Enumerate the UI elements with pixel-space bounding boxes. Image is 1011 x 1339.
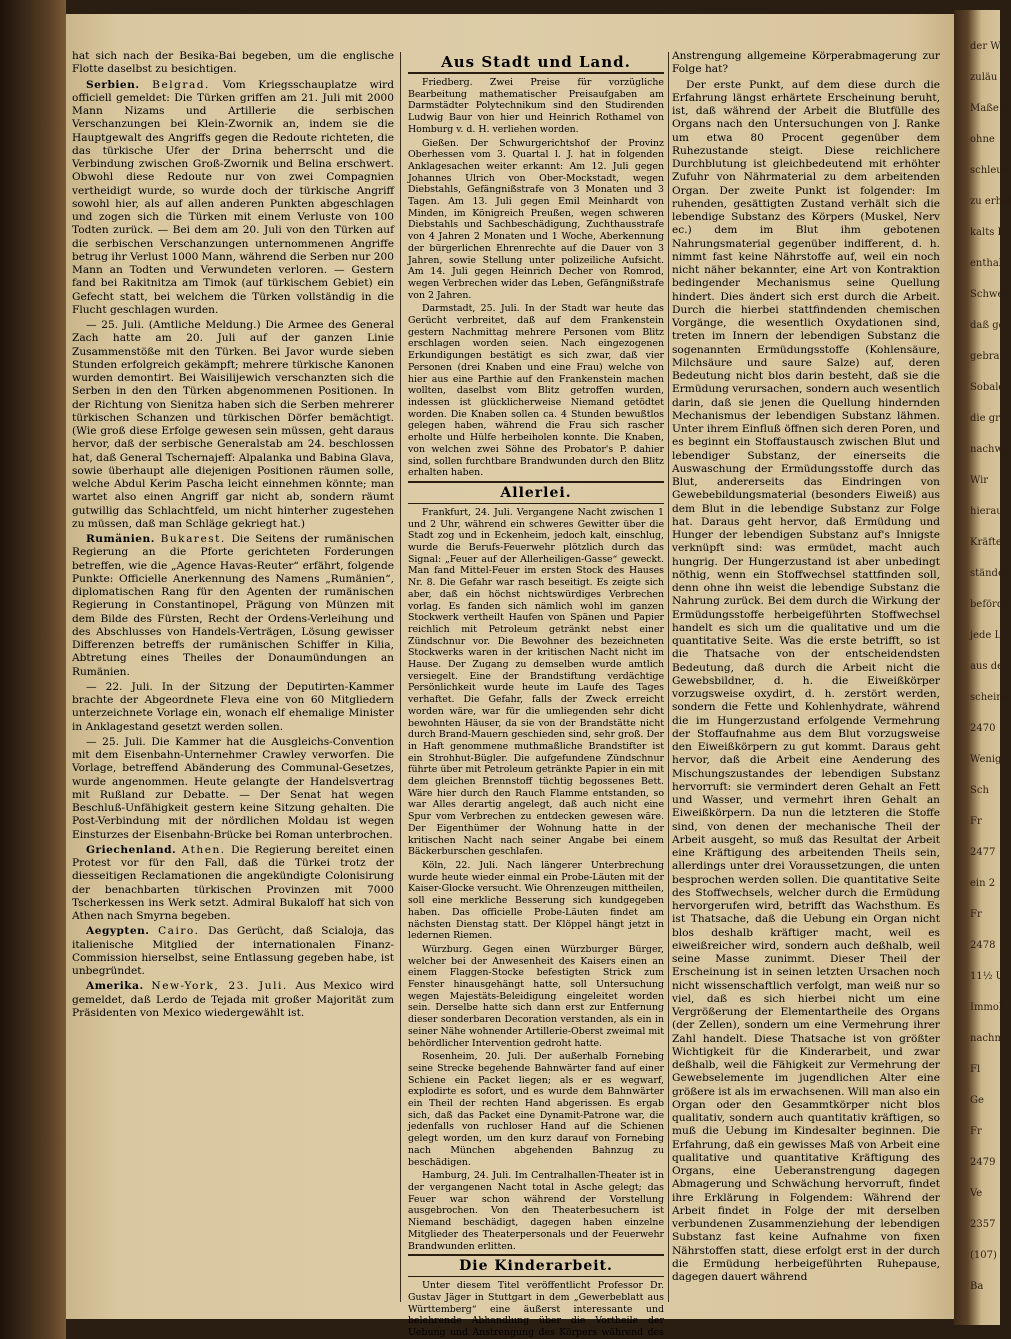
edge-fragment: Fr <box>970 909 982 920</box>
edge-fragment: 2357 <box>970 1219 996 1230</box>
paragraph: Darmstadt, 25. Juli. In der Stadt war heute das Gerücht verbreitet, daß auf dem Frankenstein gestern Nachmittag mehrere Personen vom Blitz erschlagen worden seien. Nach eingezogenen Erkundigungen bestätigt es sich zwar, daß vier Personen (drei Knaben und eine Frau) welche von hier aus eine Parthie auf den Frankenstein machen wollten, daselbst vom Blitz getroffen wurden, indessen ist glücklicherweise Niemand getödtet worden. Die Knaben sollen ca. 4 Stunden bewußtlos gelegen haben, während die Frau sich rascher erholte und Hülfe herbeiholen konnte. Die Knaben, von welchen zwei Söhne des Probator's P. dahier sind, sollen furchtbare Brandwunden durch den Blitz erhalten haben. <box>408 303 664 479</box>
edge-fragment: Sobald <box>970 382 1005 393</box>
paragraph: Anstrengung allgemeine Körperabmagerung zur Folge hat? <box>672 50 940 76</box>
paragraph: — 25. Juli. (Amtliche Meldung.) Die Armee des General Zach hatte am 20. Juli auf der ganzen Linie Zusammenstöße mit den Türken. Bei Javor wurde sieben Stunden erfolgreich gekämpft; mehrere türkische Kanonen wurden demontirt. Bei Waisilijewich verschanzten sich die Serben in den den Türken abgenommenen Positionen. In der Richtung von Sienitza haben sich die Serben mehrerer türkischen Schanzen und türkischen Dörfer bemächtigt. (Wie groß diese Erfolge gewesen sein müssen, geht daraus hervor, daß der serbische Generalstab am 24. beschlossen hat, daß General Tschernajeff: Alpalanka und Babina Glava, sowie überhaupt alle diejenigen Positionen räumen solle, welche Abdul Kerim Pascha leicht einnehmen könnte; man wartet also einen Angriff gar nicht ab, sondern räumt gutwillig das Schlachtfeld, um nicht hinterher zugestehen zu müssen, daß man Schläge gekriegt hat.) <box>72 319 394 530</box>
dateline: Bukarest. <box>160 533 226 545</box>
text: Aus Mexico wird gemeldet, daß Lerdo de Tejada mit großer Majorität zum Präsidenten von Mexico wiedergewählt ist. <box>72 980 395 1019</box>
edge-fragment: daß ge <box>970 320 1005 331</box>
text: Die Regierung bereitet einen Protest vor für den Fall, daß die Türkei trotz der diesseitigen Reclamationen die angekündigte Colonisirung der benachbarten türkischen Provinzen mit 7000 Tscherkessen ins Werk setzt. Admiral Bukaloff hat sich von Athen nach Smyrna begeben. <box>72 843 394 922</box>
edge-fragment: ohne <box>970 134 995 145</box>
section-heading: Die Kinderarbeit. <box>408 1254 664 1277</box>
paragraph <box>72 980 394 1020</box>
edge-fragment: nachwe <box>970 444 1009 455</box>
dateline: New-York, 23. Juli. <box>151 980 288 993</box>
edge-fragment: zuläu <box>970 72 998 83</box>
facing-page-edge <box>954 10 1011 1325</box>
edge-fragment: schleun <box>970 165 1010 176</box>
paragraph: Unter diesem Titel veröffentlicht Professor Dr. Gustav Jäger in Stuttgart in dem „Gewerbeblatt aus Württemberg“ eine äußerst interessante und belehrende Abhandlung über die Vortheile der Uebung und Anstrengung des Körpers während des <box>408 1280 664 1339</box>
paragraph: hat sich nach der Besika-Bai begeben, um die englische Flotte daselbst zu besichtigen. <box>72 50 394 76</box>
edge-fragment: Fr <box>970 816 982 827</box>
paragraph <box>72 533 394 679</box>
edge-fragment: zu erhal <box>970 196 1011 207</box>
paragraph: Friedberg. Zwei Preise für vorzügliche Bearbeitung mathematischer Preisaufgaben am Darmstädter Polytechnikum sind den Studirenden Ludwig Baur von hier und Heinrich Rothamel von Homburg v. d. H. verliehen worden. <box>408 77 664 135</box>
section-label: Griechenland. <box>86 843 177 856</box>
edge-fragment: Ve <box>970 1188 983 1199</box>
section-heading: Aus Stadt und Land. <box>408 52 664 74</box>
paragraph: Gießen. Der Schwurgerichtshof der Provinz Oberhessen vom 3. Quartal l. J. hat in folgenden Anklagesachen weiter erkannt: Am 12. Juli gegen Johannes Ulrich von Ober-Mockstadt, wegen Diebstahls, Gefängnißstrafe von 3 Monaten und 3 Tagen. Am 13. Juli gegen Emil Meinhardt von Minden, im Königreich Preußen, wegen schweren Diebstahls und Sachbeschädigung, Zuchthausstrafe von 4 Jahren 2 Monaten und 1 Woche, Aberkennung der bürgerlichen Ehrenrechte auf die Dauer von 3 Jahren, sowie Stellung unter polizeiliche Aufsicht. Am 14. Juli gegen Heinrich Decher von Romrod, wegen Verbrechen wider das Leben, Gefängnißstrafe von 2 Jahren. <box>408 137 664 301</box>
edge-fragment: jede L <box>970 630 1002 641</box>
edge-fragment: enthalt <box>970 258 1006 269</box>
edge-fragment: Wenig <box>970 754 1002 765</box>
paragraph <box>72 79 394 318</box>
text: Vom Kriegsschauplatze wird officiell gemeldet: Die Türken griffen am 21. Juli mit 2000 Mann Nizams und Artillerie die serbischen Verschanzungen bei Klein-Zwornik an, indem sie die Hauptgewalt des Angriffs gegen die Redoute richteten, die das türkische Ufer der Drina beherrscht und die Verbindung zwischen Groß-Zwornik und Belina erschwert. Obwohl diese Redoute nur von zwei Compagnien vertheidigt wurde, so wurde doch der türkische Angriff sowohl hier, als auf allen anderen Punkten abgeschlagen und zogen sich die Türken mit einem Verluste von 100 Todten zurück. — Bei dem am 20. Juli von den Türken auf die serbischen Verschanzungen unternommenen Angriffe betrug ihr Verlust 1000 Mann, während die Serben nur 200 Mann an Todten und Verwundeten verloren. — Gestern fand bei Rakitnitza am Timok (auf türkischem Gebiet) ein Gefecht statt, bei welchem die Türken vollständig in die Flucht geschlagen wurden. <box>72 78 394 316</box>
paragraph: — 22. Juli. In der Sitzung der Deputirten-Kammer brachte der Abgeordnete Fleva eine von 60 Mitgliedern unterzeichnete Vorlage ein, wonach elf ehemalige Minister in Anklagestand gesetzt werden sollen. <box>72 680 394 733</box>
column-local <box>408 50 664 1339</box>
edge-fragment: der W <box>970 41 1001 52</box>
paragraph <box>72 925 394 978</box>
column-rule <box>668 52 669 1302</box>
edge-fragment: gebrau <box>970 351 1006 362</box>
edge-fragment: aus de <box>970 661 1004 672</box>
section-label: Amerika. <box>86 980 144 993</box>
edge-fragment: beförde <box>970 599 1010 610</box>
column-article <box>672 50 940 1300</box>
book-binding <box>0 0 66 1339</box>
section-label: Rumänien. <box>86 533 155 545</box>
edge-fragment: Kräfte <box>970 537 1002 548</box>
dateline: Belgrad. <box>152 78 210 91</box>
paragraph: Rosenheim, 20. Juli. Der außerhalb Fornebing seine Strecke begehende Bahnwärter fand auf einer Schiene ein Packet liegen; als er es wegwarf, explodirte es sofort, und es wurde dem Bahnwärter ein Theil der rechten Hand abgerissen. Es ergab sich, daß das Packet eine Dynamit-Patrone war, die jedenfalls von ruchloser Hand auf die Schienen gelegt worden, um den kurz darauf von Fornebing nach München abgehenden Bahnzug zu beschädigen. <box>408 1051 664 1168</box>
text: Das Gerücht, daß Scialoja, das italienische Mitglied der internationalen Finanz-Commission hierselbst, seine Entlassung gegeben habe, ist unbegründet. <box>72 925 394 977</box>
edge-fragment: 2479 <box>970 1157 996 1168</box>
edge-fragment: 2477 <box>970 847 996 858</box>
dateline: Athen. <box>181 843 226 856</box>
paragraph <box>72 844 394 924</box>
dateline: Cairo. <box>158 925 200 938</box>
edge-fragment: Immob <box>970 1002 1006 1013</box>
edge-fragment: Wir <box>970 475 989 486</box>
edge-fragment: Schwef <box>970 289 1008 300</box>
paragraph: Hamburg, 24. Juli. Im Centralhallen-Theater ist in der vergangenen Nacht total in Asche gelegt; das Feuer war schon während der Vorstellung ausgebrochen. Von den Theaterbesuchern ist Niemand beschädigt, dagegen haben einzelne Mitglieder des Theaterpersonals und der Feuerwehr Brandwunden erlitten. <box>408 1170 664 1252</box>
edge-fragment: Fl <box>970 1064 981 1075</box>
text: Die Seitens der rumänischen Regierung an die Pforte gerichteten Forderungen betreffen, wie die „Agence Havas-Reuter“ erfährt, folgende Punkte: Officielle Anerkennung des Namens „Rumänien“, diplomatischen Rang für den Agenten der rumänischen Regierung in Constantinopel, Prägung von Münzen mit dem Bilde des Fürsten, Recht der Ordens-Verleihung und des Abschlusses von Handels-Verträgen, Lösung gewisser Differenzen betreffs der rumänischen Schiffer in Kilia, Abtretung eines Theiles der Donaumündungen an Rumänien. <box>72 533 394 678</box>
section-heading: Allerlei. <box>408 481 664 504</box>
edge-fragment: Ge <box>970 1095 984 1106</box>
edge-fragment: ständen <box>970 568 1011 579</box>
paragraph: Frankfurt, 24. Juli. Vergangene Nacht zwischen 1 und 2 Uhr, während ein schweres Gewitter über die Stadt zog und in Eckenheim, jedoch kalt, einschlug, wurde die Berufs-Feuerwehr plötzlich durch das Signal: „Feuer auf der Allerheiligen-Gasse“ geweckt. Man fand Mittel-Feuer im ersten Stock des Hauses Nr. 8. Die Gefahr war rasch beseitigt. Es zeigte sich aber, daß ein höchst nichtswürdiges Verbrechen vorlag. Es fanden sich nämlich wohl im ganzen Stockwerk vertheilt Haufen von Spänen und Papier reichlich mit Petroleum getränkt nebst einer Zündschnur vor. Die Bewohner des bezeichneten Stockwerks waren in der kritischen Nacht nicht im Hause. Der Zugang zu demselben wurde amtlich versiegelt. Eine der Brandstiftung verdächtige Persönlichkeit wurde heute im Laufe des Tages verhaftet. Die Gefahr, falls der Zweck erreicht worden wäre, war für die umliegenden sehr dicht bewohnten Häuser, da sie von der Brandstätte nicht durch Brand-Mauern geschieden sind, sehr groß. Der in Haft genommene muthmaßliche Brandstifter ist ein Strohhut-Bügler. Die aufgefundene Zündschnur führte über mit Petroleum getränkte Papier in ein mit dem gleichen Brennstoff tüchtig begossenes Bett. Wäre hier durch den Rauch Flamme entstanden, so war Alles derartig angelegt, daß auch nicht eine Spur vom Verbrechen zu entdecken gewesen wäre. Der Eigenthümer der Wohnung hatte in der kritischen Nacht nach seiner Angabe bei einem Bäckerburschen geschlafen. <box>408 506 664 858</box>
edge-fragment: 2470 <box>970 723 996 734</box>
edge-fragment: 11½ U <box>970 971 1005 982</box>
column-politics <box>72 50 394 1300</box>
edge-fragment: ein 2 <box>970 878 996 889</box>
edge-fragment: hierau <box>970 506 1003 517</box>
edge-fragment: (107) <box>970 1250 997 1261</box>
edge-fragment: scheinu <box>970 692 1010 703</box>
paragraph: — 25. Juli. Die Kammer hat die Ausgleichs-Convention mit dem Eisenbahn-Unternehmer Crawley verworfen. Die Vorlage, betreffend Abänderung des Communal-Gesetzes, wurde angenommen. Heute gelangte der Handelsvertrag mit Rußland zur Debatte. — Der Senat hat wegen Beschluß-Unfähigkeit gestern keine Sitzung gehalten. Die Post-Verbindung mit der nördlichen Moldau ist wegen Einsturzes der Eisenbahn-Brücke bei Roman unterbrochen. <box>72 735 394 841</box>
edge-fragment: 2478 <box>970 940 996 951</box>
edge-fragment: nachmi <box>970 1033 1008 1044</box>
section-label: Aegypten. <box>86 925 150 938</box>
edge-fragment: die gra <box>970 413 1006 424</box>
edge-fragment: Ba <box>970 1281 984 1292</box>
section-label: Serbien. <box>86 78 140 91</box>
paragraph: Würzburg. Gegen einen Würzburger Bürger, welcher bei der Anwesenheit des Kaisers einen an einem Flaggen-Stocke befestigten Strick zum Fenster hinausgehängt hatte, soll Untersuchung wegen Majestäts-Beleidigung eingeleitet worden sein. Derselbe hatte sich dann erst zur Entfernung dieser sonderbaren Decoration verstanden, als ein in seiner Nähe wohnender Artillerie-Oberst zweimal mit behördlicher Intervention gedroht hatte. <box>408 943 664 1049</box>
edge-fragment: Fr <box>970 1126 982 1137</box>
paragraph: Der erste Punkt, auf dem diese durch die Erfahrung längst erhärtete Erscheinung beruht, ist, daß während der Arbeit die Blutfülle des Organs nach den Untersuchungen von J. Ranke um etwa 80 Procent gegenüber dem Ruhezustande steigt. Diese reichlichere Durchblutung ist gleichbedeutend mit erhöhter Zufuhr von Nährmaterial zu dem arbeitenden Organ. Der zweite Punkt ist folgender: Im ruhenden, gesättigten Zustand verhält sich die lebendige Substanz des Körpers (Muskel, Nerv ec.) dem im Blut ihm gebotenen Nahrungsmaterial gegenüber indifferent, d. h. nimmt fast keine Nährstoffe auf, weil ein noch nicht näher bekannter, eine Art von Kontraktion bedingender Mechanismus seine Quellung hindert. Dies ändert sich erst durch die Arbeit. Durch die hierbei stattfindenden chemischen Vorgänge, die wesentlich Oxydationen sind, treten im Innern der lebendigen Substanz die sogenannten Ermüdungsstoffe (Kohlensäure, Milchsäure und saure Salze) auf, deren Bedeutung nicht blos darin besteht, daß sie die Ermüdung verursachen, sondern auch wesentlich darin, daß sie jenen die Quellung hindernden Mechanismus der lebendigen Substanz lähmen. Unter ihrem Einfluß öffnen sich deren Poren, und es beginnt ein Stoffaustausch zwischen Blut und lebendiger Substanz, der einerseits die Auswaschung der Ermüdungsstoffe durch das Blut, andererseits das Eindringen von Gewebebildungsmaterial (besonders Eiweiß) aus dem Blut in die lebendige Substanz zur Folge hat. Daraus geht hervor, daß Ermüdung und Hunger der lebendigen Substanz auf's Innigste verknüpft sind: was ermüdet, macht auch hungrig. Der Hungerzustand ist aber unbedingt nöthig, wenn ein Stoffwechsel stattfinden soll, denn ohne ihn weist die lebendige Substanz die Nahrung zurück. Bei dem durch die Wirkung der Ermüdungsstoffe herbeigeführten Stoffwechsel handelt es sich um die qualitative und um die quantitative Seite. Was die erste betrifft, so ist die Thatsache von der entscheidendsten Bedeutung, daß durch die Arbeit nicht die Gewebsbildner, d. h. die Eiweißkörper vorzugsweise oxydirt, d. h. zerstört werden, sondern die Fette und Kohlenhydrate, während die im Hungerzustand erfolgende Vermehrung der Stoffaufnahme aus dem Blut vorzugsweise den Eiweißkörpern zu gut kommt. Daraus geht hervor, daß die Arbeit eine Aenderung des Mischungszustandes der lebendigen Substanz hervorruft: sie vermindert deren Gehalt an Fett und Wasser, und vermehrt ihren Gehalt an Eiweißkörpern. Da nun die letzteren die Stoffe sind, von denen der mechanische Theil der Arbeit ausgeht, so muß das Resultat der Arbeit eine Kräftigung des arbeitenden Theils sein, allerdings unter drei Voraussetzungen, die unten besprochen werden sollen. Die quantitative Seite des Stoffwechsels, welcher durch die Ermüdung hervorgerufen wird, betrifft das Wachsthum. Es ist Thatsache, daß die Uebung ein Organ nicht blos deshalb kräftiger macht, weil es eiweißreicher wird, sondern auch deßhalb, weil seine Masse zunimmt. Dieser Theil der Erscheinung ist in seinen letzten Ursachen noch nicht wissenschaftlich verfolgt, man weiß nur so viel, daß es sich hierbei nicht um eine Vergrößerung der Elementartheile des Organs (der Zellen), sondern um eine Vermehrung ihrer Zahl handelt. Diese Thatsache ist von größter Wichtigkeit für die Kinderarbeit, und zwar deßhalb, weil die Fähigkeit zur Vermehrung der Gewebselemente im jugendlichen Alter eine größere ist als im erwachsenen. Will man also ein Organ oder den Gesammtkörper nicht blos qualitativ, sondern auch quantitativ kräftigen, so muß die Uebung im Kindesalter beginnen. Die Erfahrung, daß ein gewisses Maß von Arbeit eine qualitative und quantitative Kräftigung des Organs, eine Ueberanstrengung dagegen Abmagerung und Schwächung hervorruft, findet ihre Erklärung in Folgendem: Während der Arbeit findet in Folge der mit derselben verbundenen Zusammenziehung der lebendigen Substanz fast keine Aufnahme von fixen Nährstoffen statt, diese erfolgt erst in der durch die Ermüdung herbeigeführten Ruhepause, dagegen dauert während <box>672 78 941 1283</box>
edge-fragment: kalts B <box>970 227 1005 238</box>
column-rule <box>400 52 401 1302</box>
paragraph: Köln, 22. Juli. Nach längerer Unterbrechung wurde heute wieder einmal ein Probe-Läuten mit der Kaiser-Glocke versucht. Wie Ohrenzeugen mittheilen, soll eine merkliche Besserung sich kundgegeben haben. Das officielle Probe-Läuten findet am nächsten Dienstag statt. Der Klöppel hängt jetzt in ledernen Riemen. <box>408 860 664 942</box>
edge-fragment: Maße w <box>970 103 1011 114</box>
edge-fragment: Sch <box>970 785 989 796</box>
